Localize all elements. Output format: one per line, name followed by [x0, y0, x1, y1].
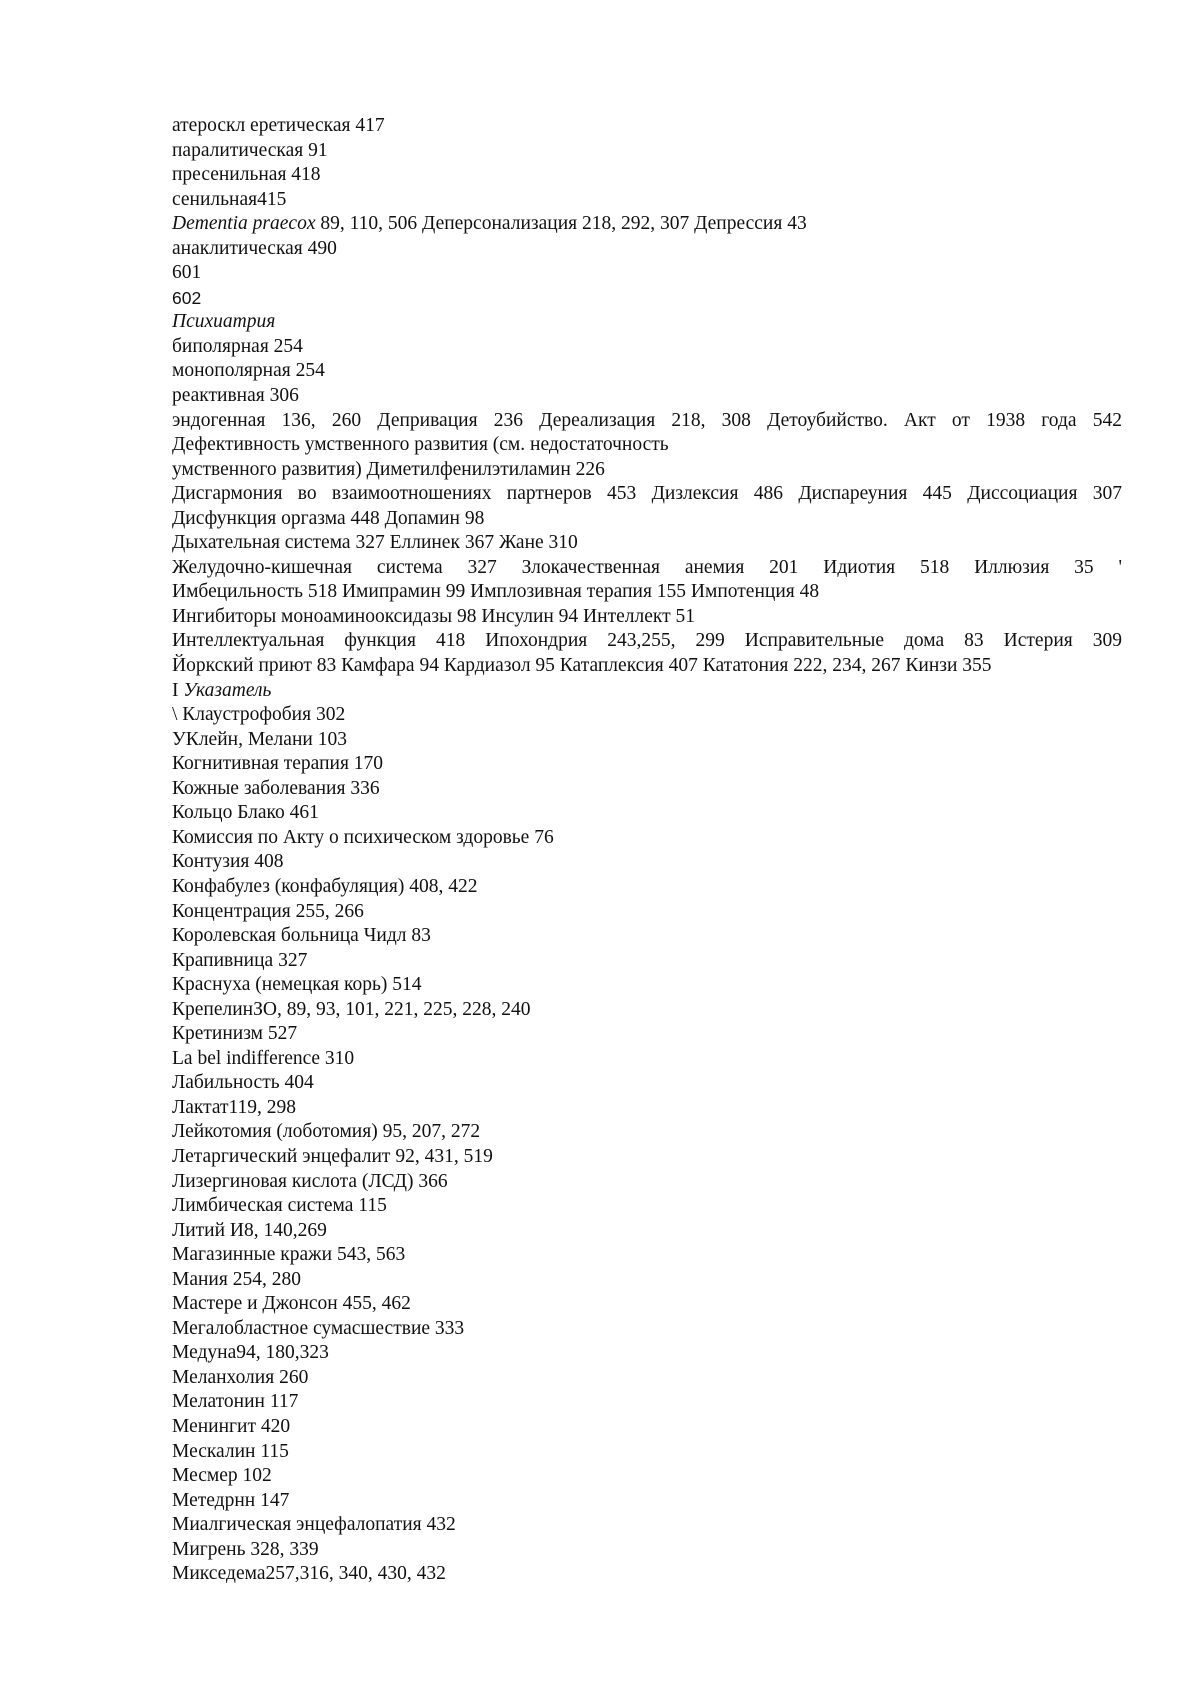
- index-line: Контузия 408: [172, 851, 284, 873]
- index-line: Лабильность 404: [172, 1072, 314, 1094]
- index-line: Мескалин 115: [172, 1440, 289, 1462]
- index-line: Мастере и Джонсон 455, 462: [172, 1293, 411, 1315]
- index-line: Мания 254, 280: [172, 1268, 301, 1290]
- index-line: монополярная 254: [172, 360, 325, 382]
- index-line: Летаргический энцефалит 92, 431, 519: [172, 1145, 493, 1167]
- index-page: [172, 114, 1122, 1587]
- index-line: Лейкотомия (лоботомия) 95, 207, 272: [172, 1121, 481, 1143]
- index-line: Магазинные кражи 543, 563: [172, 1244, 406, 1266]
- index-line: Комиссия по Акту о психическом здоровье 76: [172, 826, 554, 848]
- index-line: Ингибиторы моноаминооксидазы 98 Инсулин 94 Интеллект 51: [172, 605, 695, 627]
- index-line: \ Клаустрофобия 302: [172, 704, 346, 726]
- index-line: Миалгическая энцефалопатия 432: [172, 1514, 456, 1536]
- index-line: атероскл еретическая 417: [172, 115, 385, 136]
- index-line: Дыхательная система 327 Еллинек 367 Жане 310: [172, 532, 578, 554]
- index-line: УКлейн, Мелани 103: [172, 728, 347, 750]
- index-line: пресенильная 418: [172, 164, 321, 186]
- header-prefix: I: [172, 679, 184, 701]
- index-line: Микседема257,316, 340, 430, 432: [172, 1563, 446, 1585]
- index-line: Литий И8, 140,269: [172, 1219, 327, 1241]
- index-line: Метедрнн 147: [172, 1489, 290, 1511]
- running-header-index: [172, 679, 1122, 704]
- index-line: Желудочно-кишечная система 327 Злокачественная анемия 201 Идиотия 518 Иллюзия 35 ': [172, 556, 1122, 578]
- index-line: Йоркский приют 83 Камфара 94 Кардиазол 95 Катаплексия 407 Кататония 222, 234, 267 Кинзи 355: [172, 655, 992, 677]
- index-line: Дисфункция оргазма 448 Допамин 98: [172, 507, 485, 529]
- page-number: 601: [172, 262, 202, 284]
- index-line: La bel indifference 310: [172, 1047, 355, 1069]
- index-line: Дисгармония во взаимоотношениях партнеров 453 Дизлексия 486 Диспареуния 445 Диссоциация 307: [172, 483, 1122, 505]
- index-line-rest: 89, 110, 506 Деперсонализация 218, 292, 307 Депрессия 43: [315, 213, 807, 235]
- index-line: Меланхолия 260: [172, 1366, 309, 1388]
- index-line-dementia: [172, 212, 1122, 237]
- index-line: Когнитивная терапия 170: [172, 753, 384, 775]
- running-header: Психиатрия: [172, 311, 276, 333]
- header-title: Указатель: [183, 679, 272, 701]
- index-line: Лактат119, 298: [172, 1096, 297, 1118]
- index-line: сенильная415: [172, 188, 287, 210]
- page-number: 602: [172, 287, 202, 308]
- index-line: Конфабулез (конфабуляция) 408, 422: [172, 875, 478, 897]
- index-line: анаклитическая 490: [172, 237, 337, 259]
- index-line: эндогенная 136, 260 Депривация 236 Дереализация 218, 308 Детоубийство. Акт от 1938 года 542: [172, 409, 1122, 431]
- index-line: Медуна94, 180,323: [172, 1342, 329, 1364]
- index-line: КрепелинЗО, 89, 93, 101, 221, 225, 228, 240: [172, 998, 531, 1020]
- index-line: Менингит 420: [172, 1415, 291, 1437]
- index-line: Кольцо Блако 461: [172, 802, 319, 824]
- index-line: Мелатонин 117: [172, 1391, 299, 1413]
- index-line: Кретинизм 527: [172, 1023, 298, 1045]
- index-line: Мегалобластное сумасшествие 333: [172, 1317, 465, 1339]
- index-line: умственного развития) Диметилфенилэтиламин 226: [172, 458, 605, 480]
- index-line: Кожные заболевания 336: [172, 777, 380, 799]
- index-line: Имбецильность 518 Имипрамин 99 Имплозивная терапия 155 Импотенция 48: [172, 581, 820, 603]
- index-line: Дефективность умственного развития (см. недостаточность: [172, 434, 669, 456]
- index-line: Лизергиновая кислота (ЛСД) 366: [172, 1170, 448, 1192]
- index-line: Месмер 102: [172, 1465, 272, 1487]
- index-line: Лимбическая система 115: [172, 1195, 387, 1217]
- index-line: Крапивница 327: [172, 949, 308, 971]
- index-line: Краснуха (немецкая корь) 514: [172, 974, 422, 996]
- latin-term: Dementia praecox: [172, 213, 316, 235]
- index-line: Мигрень 328, 339: [172, 1538, 319, 1560]
- index-line: паралитическая 91: [172, 139, 328, 161]
- index-line: Концентрация 255, 266: [172, 900, 364, 922]
- index-line: Королевская больница Чидл 83: [172, 925, 431, 947]
- index-line: реактивная 306: [172, 385, 299, 407]
- index-line: Интеллектуальная функция 418 Ипохондрия 243,255, 299 Исправительные дома 83 Истерия 309: [172, 630, 1122, 652]
- index-line: биполярная 254: [172, 335, 303, 357]
